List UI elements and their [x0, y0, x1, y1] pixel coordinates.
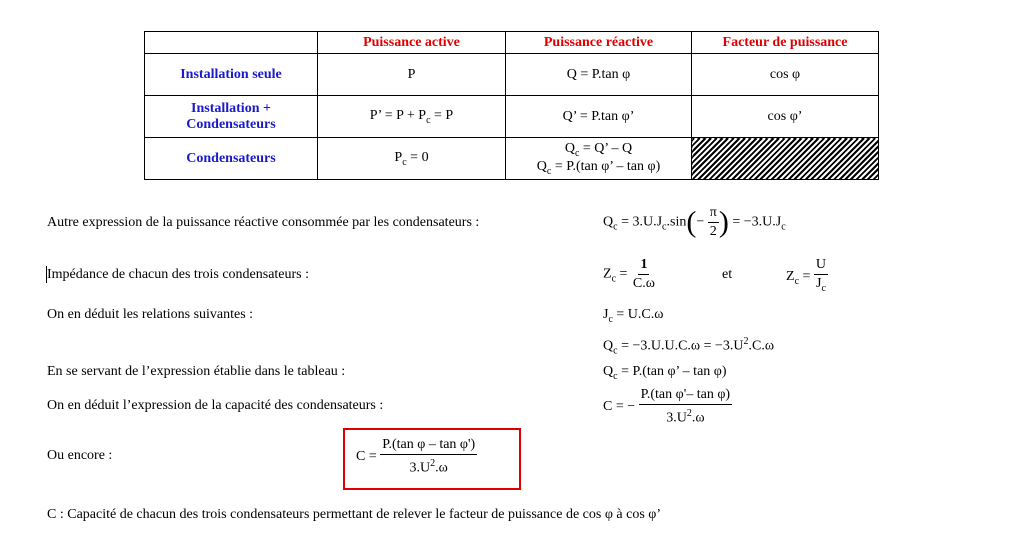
cell-factor: cos φ: [692, 54, 879, 96]
cell-hatched: [692, 138, 879, 180]
power-table: [144, 31, 879, 180]
text-conclusion: C : Capacité de chacun des trois condensateurs permettant de relever le facteur de puissance de cos φ à cos φ’: [47, 507, 662, 522]
table-row: [145, 54, 879, 96]
table-corner: [145, 32, 318, 54]
cell-reactive: Q = P.tan φ: [506, 54, 692, 96]
text-deduit-capacite: On en déduit l’expression de la capacité des condensateurs :: [47, 398, 384, 413]
row-label-condensateurs: Condensateurs: [145, 138, 318, 180]
text-deduit-relations: On en déduit les relations suivantes :: [47, 307, 254, 322]
cell-active: P: [318, 54, 506, 96]
cell-reactive: $Q_c = Q$’ – Q $Q_c = P.(\tan$ φ’ – tan φ): [506, 138, 692, 180]
row-label-line1: Installation +: [191, 100, 271, 116]
equation-c-final: C = $\frac{\text{P.(tan φ – tan φ')}}{3.U^2.\omega}$: [356, 437, 476, 476]
text-impedance: Impédance de chacun des trois condensateurs :: [47, 267, 310, 282]
text-en-se-servant: En se servant de l’expression établie dans le tableau :: [47, 364, 346, 379]
row-label-installation-condensateurs: [145, 96, 318, 138]
equation-zc-2: $Z_c$ = $\frac{U}{J_c}$: [786, 257, 827, 294]
equation-c-negative: C = − $\frac{\text{P.(tan φ'– tan φ)}}{3.U^2.\omega}$: [603, 387, 731, 426]
cell-factor: cos φ’: [692, 96, 879, 138]
table-row: [145, 138, 879, 180]
equation-qc-tan: $Q_c = P.(\tan$ φ’ – tan φ): [603, 364, 727, 382]
text-autre-expression: Autre expression de la puissance réactive consommée par les condensateurs :: [47, 215, 480, 230]
text-ou-encore: Ou encore :: [47, 448, 113, 463]
row-label-line2: Condensateurs: [186, 116, 276, 132]
cell-active: $P_c = 0$: [318, 138, 506, 180]
equation-jc: $J_c = U.C.\omega$: [603, 307, 664, 325]
header-reactive: Puissance réactive: [506, 32, 692, 54]
cell-reactive: Q’ = P.tan φ’: [506, 96, 692, 138]
equation-qc-u2: $Q_c = -3.U.U.C.\omega = -3.U^2.C.\omega$: [603, 336, 775, 357]
text-et: et: [722, 267, 733, 282]
header-factor: Facteur de puissance: [692, 32, 879, 54]
equation-zc-1: $Z_c$ = $\frac{1}{C.\omega}$: [603, 257, 655, 291]
table-row: [145, 96, 879, 138]
row-label-installation: Installation seule: [145, 54, 318, 96]
equation-qc-sin: $Q_c = 3.U.J_c.\sin(-$ $\frac{\pi}{2}$ ) = $-3.U.J_c$: [603, 205, 786, 239]
header-active: Puissance active: [318, 32, 506, 54]
cell-active: P’ = $P + P_c = P$: [318, 96, 506, 138]
